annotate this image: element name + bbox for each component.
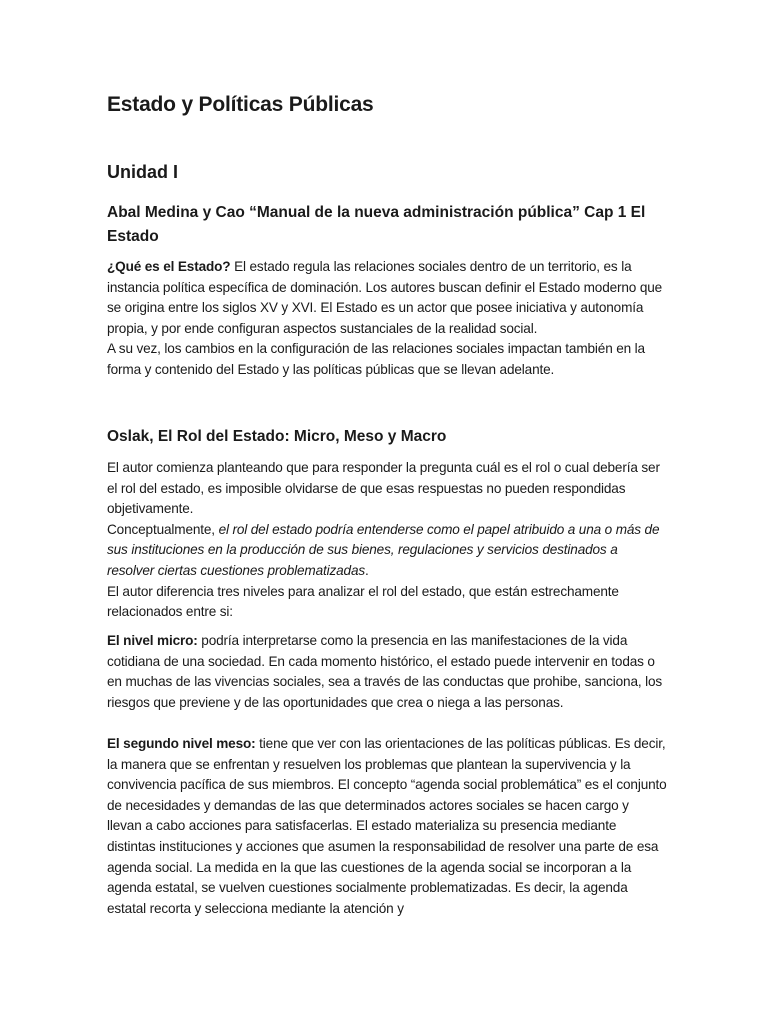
paragraph-prefix: Conceptualmente, [107, 521, 219, 537]
paragraph-cambios: A su vez, los cambios en la configuración de las relaciones sociales impactan también en la forma y contenido del Estado y las políticas públicas que se llevan adelante. [107, 341, 645, 377]
paragraph-tres-niveles: El autor diferencia tres niveles para analizar el rol del estado, que están estrechamente relacionados entre si: [107, 583, 619, 620]
paragraph-lead: El segundo nivel meso: [107, 736, 256, 751]
section-body-nivel-micro [107, 631, 667, 713]
paragraph-lead: El nivel micro: [107, 633, 198, 648]
paragraph-suffix: . [365, 562, 369, 578]
section-body-abal-medina [107, 257, 667, 381]
paragraph-autor-comienza: El autor comienza planteando que para responder la pregunta cuál es el rol o cual debería ser el rol del estado, es imposible olvidarse de que esas respuestas no pueden respondidas objetivamente. [107, 460, 660, 517]
paragraph-italic-definition: el rol del estado podría entenderse como el papel atribuido a una o más de sus instituciones en la producción de sus bienes, regulaciones y servicios destinados a resolver ciertas cuestiones problematizadas [107, 521, 660, 578]
section-body-nivel-meso [107, 734, 667, 919]
section-heading-oslak: Oslak, El Rol del Estado: Micro, Meso y Macro [107, 428, 447, 445]
unit-heading: Unidad I [107, 162, 178, 182]
paragraph-nivel-micro [107, 631, 667, 713]
paragraph-conceptualmente [107, 520, 667, 582]
paragraph-text: podría interpretarse como la presencia en las manifestaciones de la vida cotidiana de una sociedad. En cada momento histórico, el estado puede intervenir en todas o en muchas de las vivencias sociales, sea a través de las conductas que prohibe, sanciona, los riesgos que previene y de las oportunidades que crea o niega a las personas. [107, 633, 663, 710]
section-heading-abal-medina: Abal Medina y Cao “Manual de la nueva administración pública” Cap 1 El Estado [107, 204, 646, 245]
paragraph-lead: ¿Qué es el Estado? [107, 259, 231, 274]
section-body-oslak-intro [107, 458, 667, 623]
document-title: Estado y Políticas Públicas [107, 93, 374, 116]
paragraph-nivel-meso [107, 734, 667, 919]
paragraph-text: tiene que ver con las orientaciones de las políticas públicas. Es decir, la manera que se enfrentan y resuelven los problemas que plantean la supervivencia y la convivencia pacífica de sus miembros. El concepto “agenda social problemática” es el conjunto de necesidades y demandas de las que determinados actores sociales se hacen cargo y llevan a cabo acciones para satisfacerlas. El estado materializa su presencia mediante distintas instituciones y acciones que asumen la responsabilidad de resolver una parte de esa agenda social. La medida en la que las cuestiones de la agenda social se incorporan a la agenda estatal, se vuelven cuestiones socialmente problematizadas. Es decir, la agenda estatal recorta y selecciona mediante la atención y [107, 736, 667, 916]
paragraph-text: El estado regula las relaciones sociales dentro de un territorio, es la instancia política específica de dominación. Los autores buscan definir el Estado moderno que se origina entre los siglos XV y XVI. El Estado es un actor que posee iniciativa y autonomía propia, y por ende configuran aspectos sustanciales de la realidad social. [107, 259, 663, 336]
paragraph-que-es-el-estado [107, 257, 667, 339]
